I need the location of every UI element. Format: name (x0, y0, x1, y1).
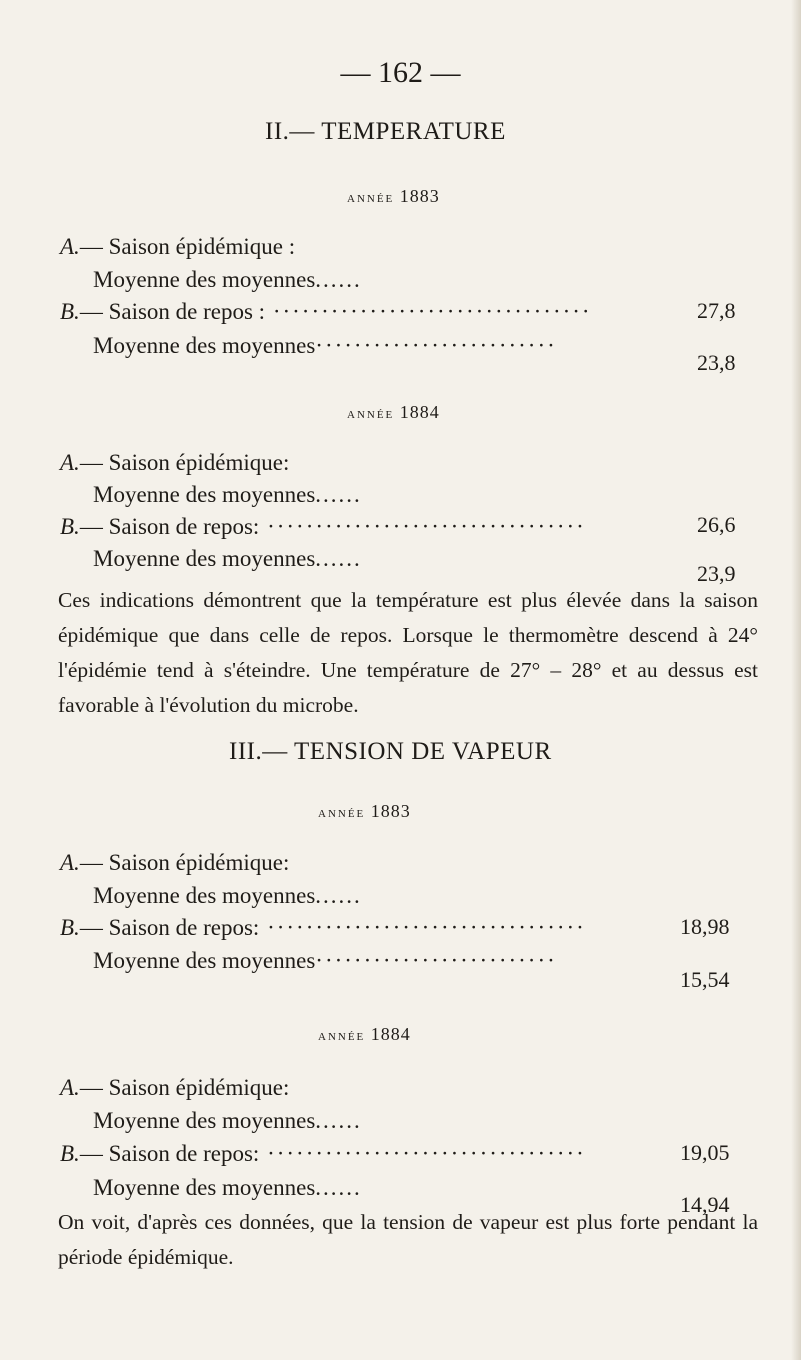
mean-b-line (93, 1175, 362, 1201)
mean-b-line (93, 948, 557, 974)
page-number: — 162 — (340, 56, 461, 89)
mean-a-line (93, 482, 362, 508)
mean-a-line (93, 267, 362, 293)
leader-dots: ································· (259, 915, 586, 940)
mean-a-line (93, 883, 362, 909)
season-a-label: A. (60, 850, 80, 875)
season-b-text: — Saison de repos : (79, 299, 266, 324)
season-b-label: B. (60, 514, 80, 539)
season-b-text: — Saison de repos: (79, 514, 260, 539)
season-b-line (60, 514, 586, 540)
mean-a-label: Moyenne des moyennes (93, 267, 316, 292)
season-b-label: B. (60, 1141, 80, 1166)
leader-dots: ...... (315, 482, 362, 507)
mean-a-label: Moyenne des moyennes (93, 482, 316, 507)
temperature-paragraph: Ces indications démontrent que la température est plus élevée dans la saison épidémique que dans celle de repos. Lorsque le thermomètre descend à 24° l'épidémie tend à s'éteindre. Une température de 27° – 28° et au dessus est favorable à l'évolution du microbe. (58, 588, 758, 717)
season-a-text: — Saison épidémique: (79, 1075, 290, 1100)
leader-dots: ································· (265, 299, 592, 324)
mean-a-label: Moyenne des moyennes (93, 1108, 316, 1133)
year-prefix: année (347, 406, 395, 422)
leader-dots: ································· (259, 514, 586, 539)
season-b-label: B. (60, 299, 80, 324)
leader-dots: ································· (259, 1141, 586, 1166)
page-edge-shadow (791, 0, 801, 1360)
leader-dots: ...... (315, 883, 362, 908)
leader-dots: ...... (315, 546, 362, 571)
mean-a-line (93, 1108, 362, 1134)
leader-dots: ...... (315, 1175, 362, 1200)
value-a: 19,05 (680, 1140, 730, 1165)
season-a-label: A. (60, 450, 80, 475)
vapour-paragraph: On voit, d'après ces données, que la tension de vapeur est plus forte pendant la période épidémique. (58, 1210, 758, 1269)
mean-b-label: Moyenne des moyennes (93, 546, 316, 571)
year-value: 1883 (370, 801, 411, 821)
season-a-line (60, 1075, 289, 1101)
value-b: 23,8 (697, 350, 736, 375)
section-title-vapour-tension: III.— TENSION DE VAPEUR (229, 738, 552, 765)
leader-dots: ························· (315, 948, 557, 973)
year-heading (318, 801, 411, 822)
value-a: 27,8 (697, 298, 736, 323)
mean-b-label: Moyenne des moyennes (93, 333, 316, 358)
leader-dots: ...... (315, 267, 362, 292)
season-a-text: — Saison épidémique : (79, 234, 296, 259)
section-title-temperature: II.— TEMPERATURE (265, 118, 506, 145)
season-a-text: — Saison épidémique: (79, 450, 290, 475)
value-b: 23,9 (697, 561, 736, 586)
year-heading (347, 402, 440, 423)
year-value: 1884 (399, 402, 440, 422)
leader-dots: ...... (315, 1108, 362, 1133)
season-b-line (60, 915, 586, 941)
year-prefix: année (318, 805, 366, 821)
value-b: 14,94 (680, 1192, 730, 1217)
mean-b-line (93, 333, 557, 359)
mean-a-label: Moyenne des moyennes (93, 883, 316, 908)
year-prefix: année (347, 190, 395, 206)
season-a-line (60, 850, 289, 876)
year-value: 1884 (370, 1024, 411, 1044)
year-heading (347, 186, 440, 207)
leader-dots: ························· (315, 333, 557, 358)
season-a-line (60, 234, 295, 260)
season-a-label: A. (60, 234, 80, 259)
season-b-line (60, 299, 592, 325)
year-prefix: année (318, 1028, 366, 1044)
value-a: 18,98 (680, 914, 730, 939)
year-value: 1883 (399, 186, 440, 206)
season-b-text: — Saison de repos: (79, 915, 260, 940)
mean-b-label: Moyenne des moyennes (93, 1175, 316, 1200)
season-b-text: — Saison de repos: (79, 1141, 260, 1166)
season-b-label: B. (60, 915, 80, 940)
year-heading (318, 1024, 411, 1045)
value-a: 26,6 (697, 512, 736, 537)
season-a-text: — Saison épidémique: (79, 850, 290, 875)
value-b: 15,54 (680, 967, 730, 992)
season-b-line (60, 1141, 586, 1167)
mean-b-label: Moyenne des moyennes (93, 948, 316, 973)
season-a-line (60, 450, 289, 476)
season-a-label: A. (60, 1075, 80, 1100)
mean-b-line (93, 546, 362, 572)
